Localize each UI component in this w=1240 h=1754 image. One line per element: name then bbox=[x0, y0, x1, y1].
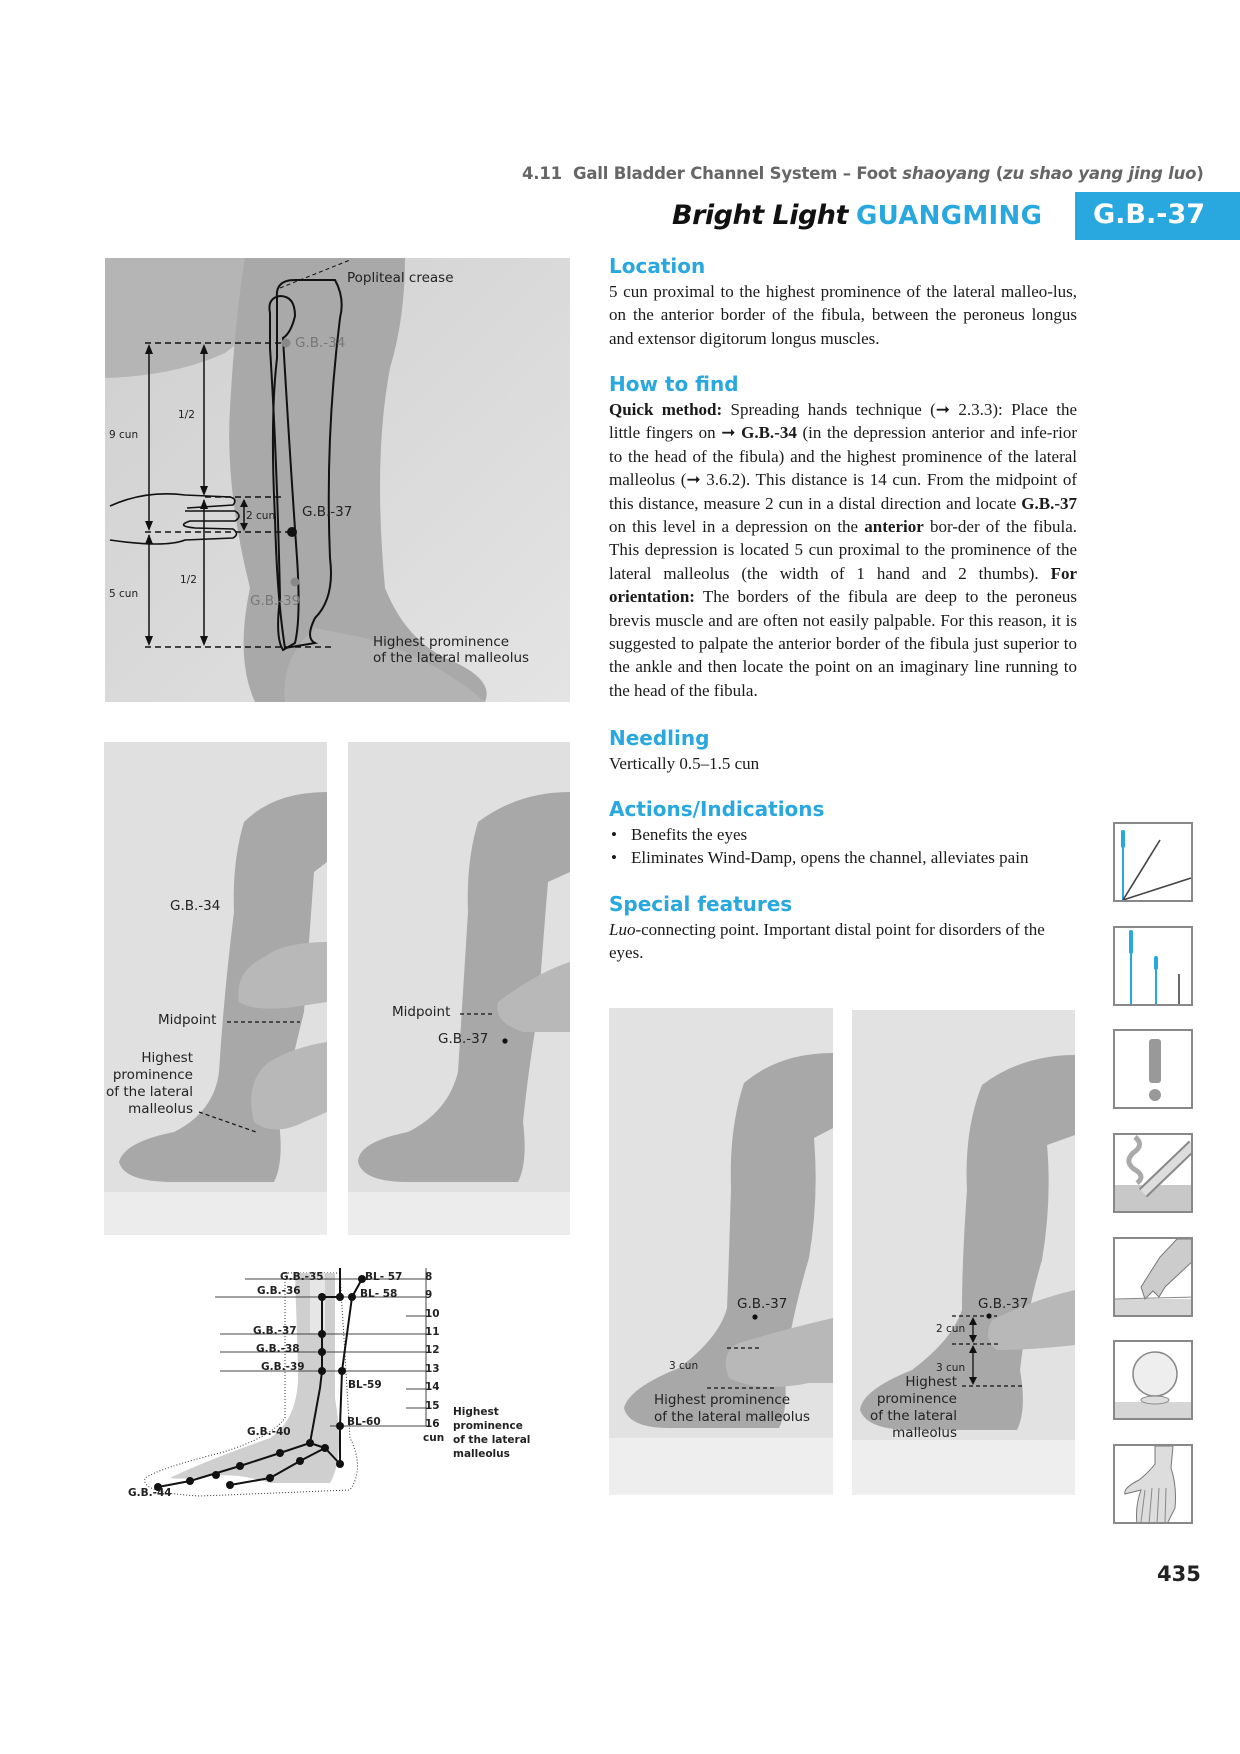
point-code: G.B.-37 bbox=[1093, 199, 1206, 230]
label-gb37: G.B.-37 bbox=[737, 1296, 788, 1312]
label-line: of the lateral bbox=[870, 1408, 957, 1424]
scale-tick: 11 bbox=[425, 1326, 440, 1338]
text-run: Spreading hands technique (➞ 2.3.3): Place the little fingers on ➞ bbox=[609, 400, 1078, 443]
text-run: -connecting point. Important distal point for disorders of the eyes. bbox=[609, 920, 1045, 963]
label-malleolus-line2: of the lateral malleolus bbox=[373, 650, 530, 666]
label-line: Highest bbox=[453, 1406, 499, 1418]
cupping-icon[interactable] bbox=[1113, 1340, 1193, 1420]
scale-tick: 15 bbox=[425, 1400, 440, 1412]
label-half-top: 1/2 bbox=[178, 409, 195, 421]
label-line: malleolus bbox=[453, 1448, 510, 1460]
label-gb36: G.B.-36 bbox=[257, 1285, 301, 1297]
luo-term: Luo bbox=[609, 920, 636, 939]
how-to-find-text bbox=[609, 398, 1077, 702]
label-midpoint: Midpoint bbox=[392, 1004, 451, 1020]
label-malleolus bbox=[104, 1050, 193, 1118]
leg-photo-illustration bbox=[104, 742, 327, 1235]
label-line: of the lateral bbox=[453, 1434, 531, 1446]
label-malleolus bbox=[453, 1405, 530, 1461]
label-malleolus-line2: of the lateral malleolus bbox=[654, 1409, 811, 1425]
point-name-pinyin: GUANGMING bbox=[856, 201, 1043, 231]
label-gb39: G.B.-39 bbox=[250, 593, 301, 609]
section-title: Gall Bladder Channel System – Foot bbox=[573, 164, 903, 183]
label-bl58: BL- 58 bbox=[360, 1288, 398, 1300]
caution-icon[interactable] bbox=[1113, 1029, 1193, 1109]
label-gb40: G.B.-40 bbox=[247, 1426, 291, 1438]
needle-angle-icon[interactable] bbox=[1113, 822, 1193, 902]
label-bl57: BL- 57 bbox=[365, 1271, 403, 1283]
label-3-cun: 3 cun bbox=[669, 1360, 699, 1372]
bold-anterior: anterior bbox=[864, 517, 924, 537]
scale-tick: 9 bbox=[425, 1289, 433, 1301]
label-malleolus bbox=[852, 1374, 957, 1442]
scale-tick: 12 bbox=[425, 1344, 440, 1356]
label-gb34: G.B.-34 bbox=[170, 898, 221, 914]
figure-channel-diagram bbox=[120, 1268, 560, 1508]
label-gb35: G.B.-35 bbox=[280, 1271, 324, 1283]
figure-palpation-midpoint bbox=[104, 742, 327, 1235]
label-gb39: G.B.-39 bbox=[261, 1361, 305, 1373]
label-3-cun: 3 cun bbox=[936, 1362, 966, 1374]
leg-photo-illustration bbox=[348, 742, 570, 1235]
label-line: Highest bbox=[141, 1050, 193, 1066]
label-line: malleolus bbox=[128, 1101, 193, 1117]
label-gb37: G.B.-37 bbox=[302, 504, 353, 520]
how-to-find-heading: How to find bbox=[609, 372, 739, 396]
scale-tick: 14 bbox=[425, 1381, 440, 1393]
label-2-cun: 2 cun bbox=[246, 510, 276, 522]
label-9-cun: 9 cun bbox=[109, 429, 139, 441]
label-bl59: BL-59 bbox=[348, 1379, 382, 1391]
text-run: The borders of the fibula are deep to the peroneus brevis muscle and are often not easily palpable. For this reason, it is suggested to palpate the anterior border of the fibula just superior to the ankle and then locate the point on an imaginary line running to the head of the fibula. bbox=[609, 587, 1077, 700]
actions-list bbox=[609, 823, 1077, 870]
special-features-text bbox=[609, 918, 1077, 965]
label-popliteal-crease: Popliteal crease bbox=[347, 270, 454, 286]
orientation-label: For orientation: bbox=[609, 563, 1077, 607]
section-title-pinyin: zu shao yang jing luo bbox=[1003, 164, 1197, 183]
label-malleolus-line1: Highest prominence bbox=[654, 1392, 791, 1408]
page-number: 435 bbox=[1157, 1562, 1201, 1586]
text-run: (in the depression anterior and infe-rior to the head of the fibula) and the highest prominence of the lateral malleolus (➞ 3.6.2). This distance is 14 cun. From the midpoint of this distance, measure 2 cun in a distal direction and locate bbox=[609, 423, 1077, 513]
label-2-cun: 2 cun bbox=[936, 1323, 966, 1335]
label-midpoint: Midpoint bbox=[158, 1012, 217, 1028]
scale-tick: 16 bbox=[425, 1418, 440, 1430]
point-code-badge bbox=[1075, 192, 1240, 240]
xref-gb34[interactable]: G.B.-34 bbox=[741, 423, 797, 443]
label-line: prominence bbox=[112, 1067, 193, 1083]
hand-anatomy-icon[interactable] bbox=[1113, 1444, 1193, 1524]
figure-three-cun-measure bbox=[609, 1008, 833, 1495]
scale-tick: 13 bbox=[425, 1363, 440, 1375]
label-half-bottom: 1/2 bbox=[180, 574, 197, 586]
label-gb37: G.B.-37 bbox=[438, 1031, 489, 1047]
paren-close: ) bbox=[1196, 164, 1204, 183]
label-line: Highest bbox=[905, 1374, 957, 1390]
point-name-english: Bright Light bbox=[672, 200, 848, 231]
section-number: 4.11 bbox=[522, 164, 562, 183]
figure-locate-gb37 bbox=[348, 742, 570, 1235]
paren-open: ( bbox=[990, 164, 1004, 183]
quick-method-label: Quick method: bbox=[609, 400, 723, 419]
label-line: prominence bbox=[876, 1391, 957, 1407]
needle-depth-icon[interactable] bbox=[1113, 926, 1193, 1006]
location-heading: Location bbox=[609, 254, 706, 278]
scale-unit: cun bbox=[423, 1432, 445, 1444]
label-line: of the lateral bbox=[106, 1084, 193, 1100]
figure-two-cun-measure bbox=[852, 1010, 1075, 1495]
label-line: malleolus bbox=[892, 1425, 957, 1441]
needling-heading: Needling bbox=[609, 726, 710, 750]
label-malleolus-line1: Highest prominence bbox=[373, 634, 510, 650]
list-item: • Benefits the eyes bbox=[609, 823, 1077, 846]
section-title-italic: shaoyang bbox=[902, 164, 991, 183]
special-features-heading: Special features bbox=[609, 892, 793, 916]
scale-tick: 8 bbox=[425, 1271, 433, 1283]
bloodletting-icon[interactable] bbox=[1113, 1237, 1193, 1317]
running-header bbox=[522, 164, 1204, 183]
needling-text: Vertically 0.5–1.5 cun bbox=[609, 754, 760, 773]
text-run: bor-der of the fibula. This depression is located 5 cun proximal to the prominence of the lateral malleolus (the width of 1 hand and 2 thumbs). bbox=[609, 517, 1078, 583]
moxibustion-icon[interactable] bbox=[1113, 1133, 1193, 1213]
text-run: on this level in a depression on the bbox=[609, 517, 865, 537]
label-line: prominence bbox=[453, 1420, 523, 1432]
label-gb34: G.B.-34 bbox=[295, 335, 346, 351]
label-gb37: G.B.-37 bbox=[978, 1296, 1029, 1312]
bold-gb37: G.B.-37 bbox=[1021, 493, 1077, 513]
label-gb44: G.B.-44 bbox=[128, 1487, 172, 1499]
label-gb37: G.B.-37 bbox=[253, 1325, 297, 1337]
foot-channel-diagram bbox=[120, 1268, 560, 1508]
location-text: 5 cun proximal to the highest prominence of the lateral malleo-lus, on the anterior border of the fibula, between the peroneus longus and extensor digitorum longus muscles. bbox=[609, 282, 1077, 348]
label-gb38: G.B.-38 bbox=[256, 1343, 300, 1355]
label-5-cun: 5 cun bbox=[109, 588, 139, 600]
scale-tick: 10 bbox=[425, 1308, 440, 1320]
actions-heading: Actions/Indications bbox=[609, 797, 825, 821]
figure-leg-measurement bbox=[105, 258, 570, 702]
list-item: • Eliminates Wind-Damp, opens the channel, alleviates pain bbox=[609, 846, 1077, 869]
label-bl60: BL-60 bbox=[347, 1416, 381, 1428]
